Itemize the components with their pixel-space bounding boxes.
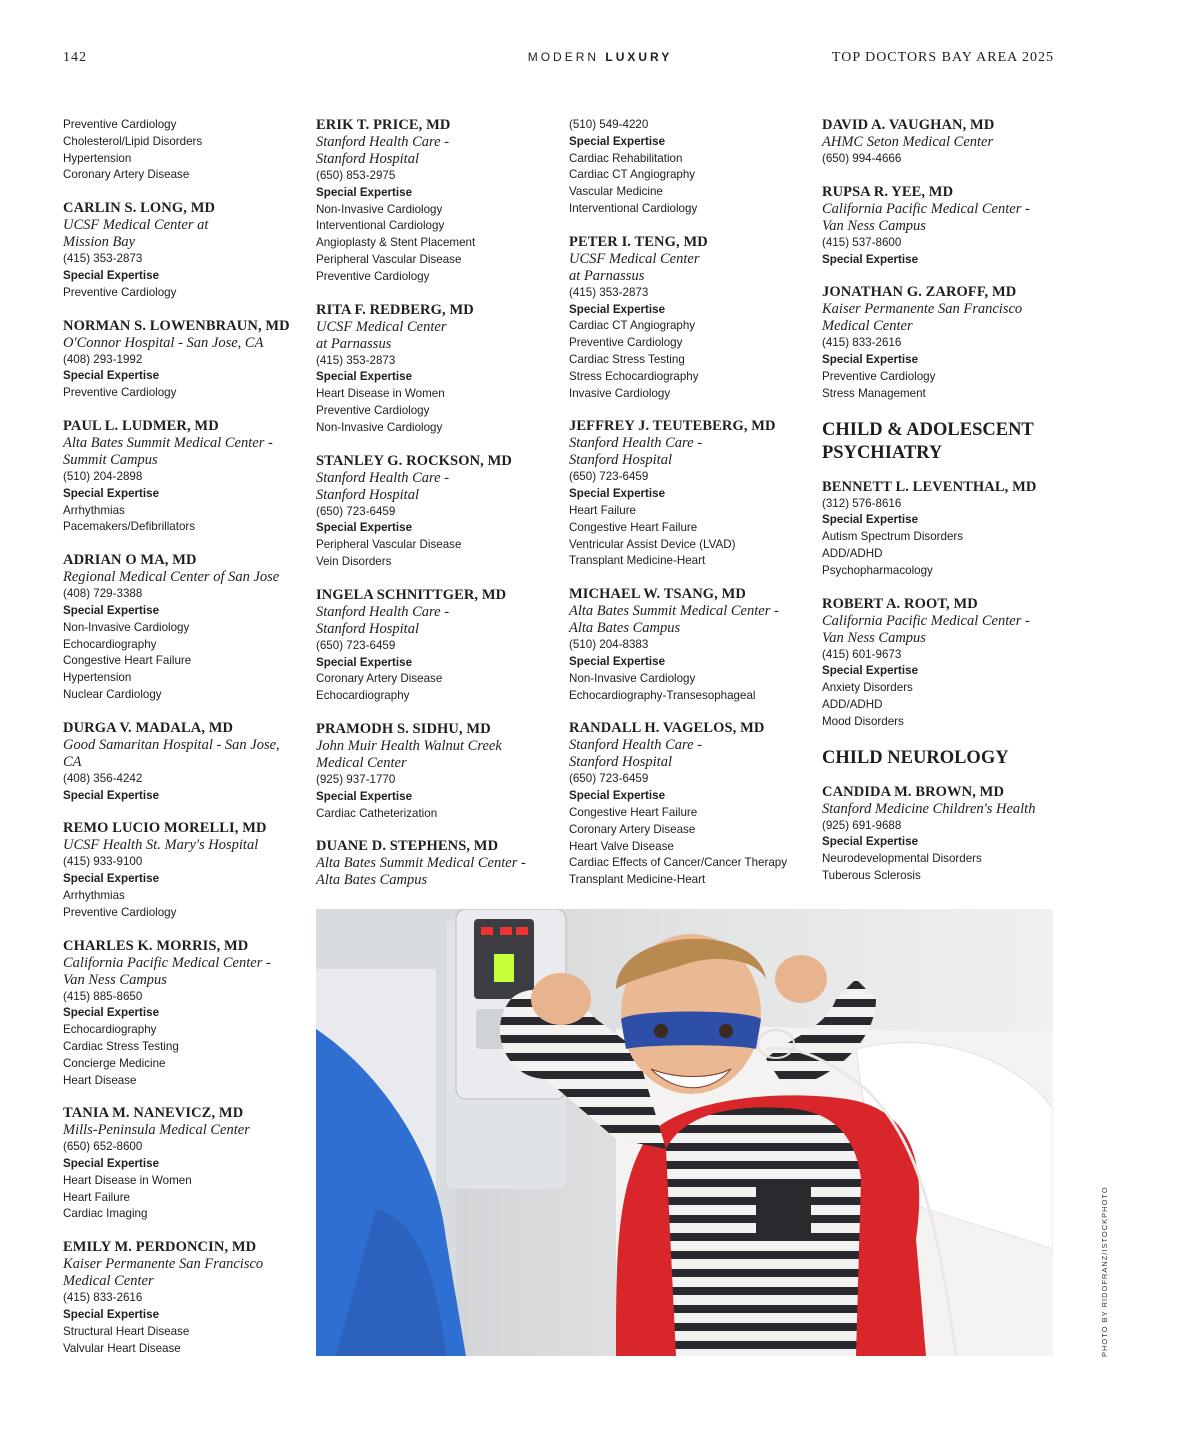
doctor-entry bbox=[822, 596, 1062, 731]
phone-number: (415) 353-2873 bbox=[316, 353, 396, 367]
phone-number: (510) 549-4220 bbox=[569, 118, 649, 131]
expertise-item: Echocardiography bbox=[63, 637, 157, 651]
doctor-entry bbox=[63, 200, 299, 301]
expertise-item: Tuberous Sclerosis bbox=[822, 868, 921, 882]
special-expertise-label: Special Expertise bbox=[316, 789, 413, 803]
doctor-name: ADRIAN O MA, MD bbox=[63, 552, 197, 569]
expertise-item: Non-Invasive Cardiology bbox=[569, 671, 696, 685]
expertise-item: Mood Disorders bbox=[822, 714, 904, 728]
expertise-item: Arrhythmias bbox=[63, 503, 125, 517]
special-expertise-label: Special Expertise bbox=[63, 486, 160, 500]
hospital-name: Van Ness Campus bbox=[822, 217, 926, 234]
phone-number: (415) 933-9100 bbox=[63, 855, 143, 869]
special-expertise-label: Special Expertise bbox=[569, 302, 666, 316]
doctor-entry bbox=[569, 117, 814, 218]
special-expertise-label: Special Expertise bbox=[569, 487, 666, 501]
phone-number: (650) 723-6459 bbox=[569, 772, 649, 786]
hospital-name: Stanford Hospital bbox=[316, 151, 419, 167]
phone-number: (408) 729-3388 bbox=[63, 587, 143, 601]
expertise-item: Preventive Cardiology bbox=[822, 369, 936, 383]
expertise-item: Coronary Artery Disease bbox=[569, 822, 696, 836]
doctor-entry bbox=[569, 418, 814, 570]
doctor-name: DUANE D. STEPHENS, MD bbox=[316, 838, 499, 855]
expertise-item: Ventricular Assist Device (LVAD) bbox=[569, 537, 736, 551]
expertise-item: Non-Invasive Cardiology bbox=[316, 202, 443, 216]
doctor-entry bbox=[569, 234, 814, 403]
expertise-item: ADD/ADHD bbox=[822, 546, 883, 560]
expertise-item: Vein Disorders bbox=[316, 554, 392, 568]
doctor-entry bbox=[822, 117, 1062, 168]
expertise-item: Stress Echocardiography bbox=[569, 369, 699, 383]
hospital-name: Stanford Hospital bbox=[316, 620, 419, 637]
special-expertise-label: Special Expertise bbox=[316, 521, 413, 535]
boy-superhero-hospital-illustration bbox=[316, 909, 1053, 1356]
special-expertise-label: Special Expertise bbox=[63, 1308, 160, 1322]
hospital-name: Alta Bates Summit Medical Center - bbox=[63, 434, 273, 451]
phone-number: (650) 723-6459 bbox=[569, 470, 649, 484]
special-expertise-label: Special Expertise bbox=[569, 134, 666, 148]
doctor-name: PRAMODH S. SIDHU, MD bbox=[316, 720, 491, 737]
phone-number: (415) 833-2616 bbox=[822, 336, 902, 350]
expertise-item: Coronary Artery Disease bbox=[316, 672, 443, 686]
hospital-name: Stanford Health Care - bbox=[316, 134, 450, 150]
expertise-item: ADD/ADHD bbox=[822, 697, 883, 711]
expertise-item: Echocardiography-Transesophageal bbox=[569, 688, 756, 702]
doctor-entry bbox=[316, 587, 552, 705]
phone-number: (312) 576-8616 bbox=[822, 496, 902, 510]
section-heading-line: PSYCHIATRY bbox=[822, 442, 943, 463]
phone-number: (408) 356-4242 bbox=[63, 771, 143, 785]
expertise-item: Heart Disease bbox=[63, 1073, 137, 1087]
hospital-name: Kaiser Permanente San Francisco bbox=[63, 1256, 264, 1273]
special-expertise-label: Special Expertise bbox=[316, 370, 413, 384]
phone-number: (650) 652-8600 bbox=[63, 1140, 143, 1154]
special-expertise-label: Special Expertise bbox=[569, 654, 666, 668]
hospital-name: O'Connor Hospital - San Jose, CA bbox=[63, 334, 264, 351]
doctor-entry bbox=[316, 117, 552, 286]
special-expertise-label: Special Expertise bbox=[822, 353, 919, 367]
expertise-item: Transplant Medicine-Heart bbox=[569, 554, 706, 568]
doctor-name: REMO LUCIO MORELLI, MD bbox=[63, 820, 267, 837]
expertise-item: Coronary Artery Disease bbox=[63, 168, 190, 182]
doctor-name: CARLIN S. LONG, MD bbox=[63, 200, 216, 217]
hospital-name: Medical Center bbox=[63, 1273, 154, 1290]
expertise-item: Nuclear Cardiology bbox=[63, 687, 162, 701]
expertise-item: Non-Invasive Cardiology bbox=[63, 620, 190, 634]
doctor-entry bbox=[63, 117, 299, 184]
expertise-item: Heart Failure bbox=[63, 1190, 131, 1204]
doctor-entry bbox=[63, 820, 299, 921]
doctor-entry bbox=[316, 453, 552, 571]
hospital-name: UCSF Medical Center bbox=[569, 250, 700, 267]
hospital-name: Mills-Peninsula Medical Center bbox=[63, 1122, 250, 1139]
hospital-name: UCSF Medical Center at bbox=[63, 217, 209, 234]
section-heading bbox=[822, 747, 1062, 770]
hospital-name: Alta Bates Summit Medical Center - bbox=[316, 855, 526, 872]
expertise-item: Cardiac Effects of Cancer/Cancer Therapy bbox=[569, 856, 788, 870]
special-expertise-label: Special Expertise bbox=[822, 513, 919, 527]
expertise-item: Peripheral Vascular Disease bbox=[316, 538, 462, 552]
expertise-item: Pacemakers/Defibrillators bbox=[63, 520, 196, 534]
doctor-entry bbox=[63, 552, 299, 704]
photo-credit: PHOTO BY RIDOFRANZ/ISTOCKPHOTO bbox=[1100, 1186, 1109, 1357]
doctor-entry bbox=[316, 838, 552, 889]
expertise-item: Interventional Cardiology bbox=[316, 219, 445, 233]
column-1 bbox=[63, 117, 299, 1373]
phone-number: (650) 723-6459 bbox=[316, 504, 396, 518]
special-expertise-label: Special Expertise bbox=[63, 369, 160, 383]
phone-number: (925) 691-9688 bbox=[822, 818, 902, 832]
expertise-item: Interventional Cardiology bbox=[569, 201, 698, 215]
hospital-name: UCSF Medical Center bbox=[316, 318, 447, 335]
expertise-item: Cardiac Rehabilitation bbox=[569, 151, 683, 165]
expertise-item: Transplant Medicine-Heart bbox=[569, 873, 706, 887]
section-heading-line: CHILD & ADOLESCENT bbox=[822, 419, 1034, 440]
expertise-item: Cardiac Catheterization bbox=[316, 806, 438, 820]
hospital-name: California Pacific Medical Center - bbox=[822, 200, 1030, 217]
expertise-item: Preventive Cardiology bbox=[63, 386, 177, 400]
doctor-entry bbox=[822, 479, 1062, 580]
doctor-name: INGELA SCHNITTGER, MD bbox=[316, 586, 507, 603]
special-expertise-label: Special Expertise bbox=[63, 872, 160, 886]
special-expertise-label: Special Expertise bbox=[63, 603, 160, 617]
doctor-name: DURGA V. MADALA, MD bbox=[63, 719, 234, 736]
phone-number: (650) 994-4666 bbox=[822, 152, 902, 165]
phone-number: (510) 204-8383 bbox=[569, 638, 649, 652]
hospital-name: John Muir Health Walnut Creek bbox=[316, 737, 502, 754]
doctor-name: EMILY M. PERDONCIN, MD bbox=[63, 1239, 257, 1256]
doctor-entry bbox=[63, 938, 299, 1090]
column-4 bbox=[822, 117, 1062, 901]
expertise-item: Cardiac Stress Testing bbox=[63, 1039, 179, 1053]
special-expertise-label: Special Expertise bbox=[822, 252, 919, 266]
phone-number: (415) 833-2616 bbox=[63, 1291, 143, 1305]
page-number: 142 bbox=[63, 50, 87, 65]
hospital-name: UCSF Health St. Mary's Hospital bbox=[63, 837, 259, 854]
section-heading-line: CHILD NEUROLOGY bbox=[822, 747, 1009, 768]
phone-number: (415) 537-8600 bbox=[822, 235, 902, 249]
expertise-item: Congestive Heart Failure bbox=[569, 805, 698, 819]
hospital-name: Regional Medical Center of San Jose bbox=[63, 569, 280, 586]
hospital-name: Stanford Health Care - bbox=[569, 435, 703, 452]
expertise-item: Hypertension bbox=[63, 151, 132, 165]
section-heading bbox=[822, 419, 1062, 465]
hospital-name: California Pacific Medical Center - bbox=[63, 954, 271, 971]
expertise-item: Vascular Medicine bbox=[569, 185, 663, 199]
expertise-item: Preventive Cardiology bbox=[569, 336, 683, 350]
expertise-item: Preventive Cardiology bbox=[63, 285, 177, 299]
hospital-name: Van Ness Campus bbox=[822, 629, 926, 646]
special-expertise-label: Special Expertise bbox=[822, 835, 919, 849]
hospital-name: Alta Bates Summit Medical Center - bbox=[569, 603, 779, 620]
doctor-name: PETER I. TENG, MD bbox=[569, 233, 708, 250]
hospital-name: Stanford Health Care - bbox=[316, 469, 450, 486]
doctor-name: JONATHAN G. ZAROFF, MD bbox=[822, 284, 1017, 301]
doctor-name: RUPSA R. YEE, MD bbox=[822, 183, 954, 200]
phone-number: (650) 853-2975 bbox=[316, 169, 396, 182]
brand-light: MODERN bbox=[527, 50, 600, 64]
doctor-entry bbox=[63, 418, 299, 536]
hospital-name: Good Samaritan Hospital - San Jose, bbox=[63, 736, 280, 753]
expertise-item: Valvular Heart Disease bbox=[63, 1341, 181, 1355]
doctor-name: RITA F. REDBERG, MD bbox=[316, 301, 474, 318]
hospital-name: CA bbox=[63, 753, 82, 770]
expertise-item: Cholesterol/Lipid Disorders bbox=[63, 134, 203, 148]
expertise-item: Preventive Cardiology bbox=[63, 118, 177, 131]
doctor-entry bbox=[822, 284, 1062, 402]
doctor-name: PAUL L. LUDMER, MD bbox=[63, 417, 219, 434]
hospital-name: Kaiser Permanente San Francisco bbox=[822, 301, 1023, 318]
publication-title: TOP DOCTORS BAY AREA 2025 bbox=[831, 50, 1054, 65]
hospital-name: Medical Center bbox=[316, 754, 407, 771]
doctor-name: BENNETT L. LEVENTHAL, MD bbox=[822, 478, 1037, 495]
phone-number: (925) 937-1770 bbox=[316, 772, 396, 786]
expertise-item: Echocardiography bbox=[316, 689, 410, 703]
phone-number: (415) 601-9673 bbox=[822, 647, 902, 661]
doctor-entry bbox=[822, 784, 1062, 885]
expertise-item: Cardiac CT Angiography bbox=[569, 319, 696, 333]
expertise-item: Anxiety Disorders bbox=[822, 681, 913, 695]
doctor-entry bbox=[63, 1239, 299, 1357]
expertise-item: Stress Management bbox=[822, 386, 926, 400]
hospital-name: AHMC Seton Medical Center bbox=[822, 134, 994, 150]
doctor-name: ROBERT A. ROOT, MD bbox=[822, 595, 978, 612]
expertise-item: Congestive Heart Failure bbox=[63, 654, 192, 668]
expertise-item: Heart Disease in Women bbox=[63, 1173, 192, 1187]
doctor-name: STANLEY G. ROCKSON, MD bbox=[316, 452, 512, 469]
doctor-name: DAVID A. VAUGHAN, MD bbox=[822, 117, 995, 133]
hospital-name: Stanford Hospital bbox=[316, 486, 419, 503]
phone-number: (650) 723-6459 bbox=[316, 638, 396, 652]
hospital-name: Stanford Hospital bbox=[569, 754, 672, 771]
expertise-item: Autism Spectrum Disorders bbox=[822, 530, 964, 544]
doctor-entry bbox=[316, 721, 552, 822]
doctor-entry bbox=[63, 318, 299, 402]
column-2 bbox=[316, 117, 552, 905]
special-expertise-label: Special Expertise bbox=[316, 185, 413, 199]
doctor-entry bbox=[63, 1105, 299, 1223]
expertise-item: Hypertension bbox=[63, 671, 132, 685]
expertise-item: Structural Heart Disease bbox=[63, 1324, 190, 1338]
expertise-item: Congestive Heart Failure bbox=[569, 520, 698, 534]
expertise-item: Echocardiography bbox=[63, 1023, 157, 1037]
doctor-name: JEFFREY J. TEUTEBERG, MD bbox=[569, 418, 776, 435]
expertise-item: Neurodevelopmental Disorders bbox=[822, 852, 982, 866]
hospital-name: Stanford Health Care - bbox=[316, 603, 450, 620]
hero-photo bbox=[316, 909, 1053, 1356]
expertise-item: Psychopharmacology bbox=[822, 563, 933, 577]
expertise-item: Peripheral Vascular Disease bbox=[316, 252, 462, 266]
special-expertise-label: Special Expertise bbox=[822, 664, 919, 678]
special-expertise-label: Special Expertise bbox=[63, 1157, 160, 1171]
doctor-name: TANIA M. NANEVICZ, MD bbox=[63, 1105, 244, 1122]
doctor-name: CHARLES K. MORRIS, MD bbox=[63, 937, 249, 954]
doctor-entry bbox=[569, 720, 814, 889]
expertise-item: Cardiac CT Angiography bbox=[569, 168, 696, 182]
doctor-entry bbox=[822, 184, 1062, 269]
hospital-name: Mission Bay bbox=[63, 234, 136, 251]
expertise-item: Arrhythmias bbox=[63, 888, 125, 902]
hospital-name: at Parnassus bbox=[316, 335, 392, 352]
hospital-name: California Pacific Medical Center - bbox=[822, 612, 1030, 629]
expertise-item: Heart Failure bbox=[569, 503, 637, 517]
phone-number: (408) 293-1992 bbox=[63, 352, 143, 366]
expertise-item: Preventive Cardiology bbox=[63, 905, 177, 919]
brand-bold: LUXURY bbox=[605, 50, 673, 64]
hospital-name: Alta Bates Campus bbox=[316, 872, 428, 889]
hospital-name: Van Ness Campus bbox=[63, 971, 167, 988]
phone-number: (510) 204-2898 bbox=[63, 469, 143, 483]
expertise-item: Angioplasty & Stent Placement bbox=[316, 236, 476, 250]
doctor-name: CANDIDA M. BROWN, MD bbox=[822, 783, 1005, 800]
doctor-entry bbox=[63, 720, 299, 805]
doctor-entry bbox=[569, 586, 814, 704]
expertise-item: Invasive Cardiology bbox=[569, 386, 671, 400]
doctor-name: ERIK T. PRICE, MD bbox=[316, 117, 451, 133]
hospital-name: Medical Center bbox=[822, 318, 913, 335]
expertise-item: Heart Disease in Women bbox=[316, 387, 445, 401]
doctor-name: MICHAEL W. TSANG, MD bbox=[569, 586, 746, 603]
phone-number: (415) 353-2873 bbox=[569, 285, 649, 299]
doctor-name: RANDALL H. VAGELOS, MD bbox=[569, 720, 765, 737]
special-expertise-label: Special Expertise bbox=[316, 655, 413, 669]
special-expertise-label: Special Expertise bbox=[63, 788, 160, 802]
special-expertise-label: Special Expertise bbox=[63, 1006, 160, 1020]
expertise-item: Cardiac Stress Testing bbox=[569, 352, 685, 366]
hospital-name: Stanford Hospital bbox=[569, 452, 672, 469]
phone-number: (415) 885-8650 bbox=[63, 989, 143, 1003]
hospital-name: Summit Campus bbox=[63, 451, 158, 468]
doctor-name: NORMAN S. LOWENBRAUN, MD bbox=[63, 317, 290, 334]
phone-number: (415) 353-2873 bbox=[63, 252, 143, 266]
hospital-name: at Parnassus bbox=[569, 267, 645, 284]
doctor-entry bbox=[316, 302, 552, 437]
special-expertise-label: Special Expertise bbox=[63, 268, 160, 282]
expertise-item: Preventive Cardiology bbox=[316, 269, 430, 283]
expertise-item: Non-Invasive Cardiology bbox=[316, 420, 443, 434]
hospital-name: Stanford Health Care - bbox=[569, 737, 703, 754]
expertise-item: Concierge Medicine bbox=[63, 1056, 166, 1070]
hospital-name: Stanford Medicine Children's Health bbox=[822, 800, 1036, 817]
expertise-item: Cardiac Imaging bbox=[63, 1207, 148, 1221]
hospital-name: Alta Bates Campus bbox=[569, 620, 681, 637]
expertise-item: Preventive Cardiology bbox=[316, 403, 430, 417]
special-expertise-label: Special Expertise bbox=[569, 789, 666, 803]
expertise-item: Heart Valve Disease bbox=[569, 839, 674, 853]
column-3 bbox=[569, 117, 814, 905]
